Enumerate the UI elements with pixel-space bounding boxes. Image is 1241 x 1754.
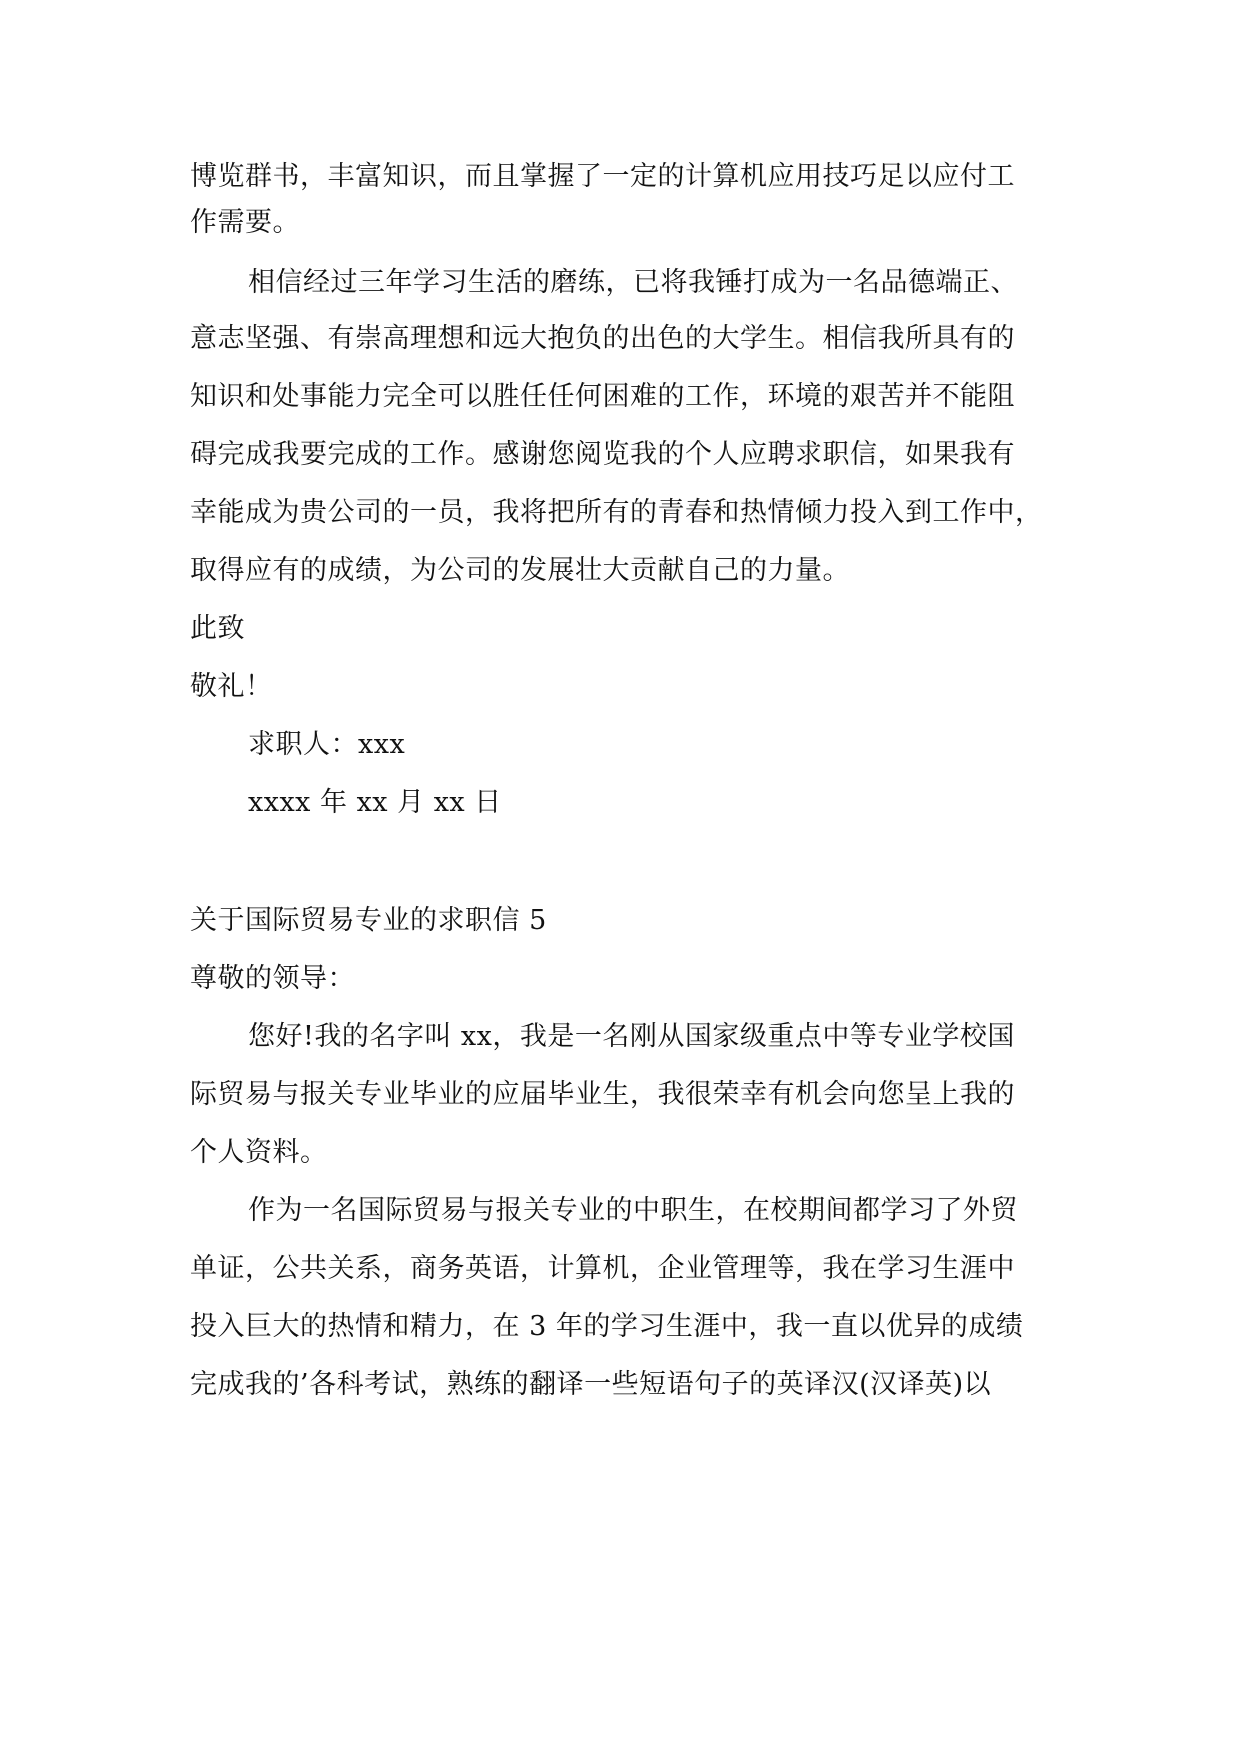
paragraph-line: 碍完成我要完成的工作。感谢您阅览我的个人应聘求职信，如果我有 <box>190 439 1015 470</box>
paragraph-line: 际贸易与报关专业毕业的应届毕业生，我很荣幸有机会向您呈上我的 <box>190 1079 1015 1110</box>
paragraph-line: 作为一名国际贸易与报关专业的中职生，在校期间都学习了外贸 <box>248 1195 1018 1226</box>
paragraph-line: 个人资料。 <box>190 1137 328 1168</box>
paragraph-line: 您好!我的名字叫 xx，我是一名刚从国家级重点中等专业学校国 <box>248 1021 1015 1052</box>
paragraph-line: 取得应有的成绩，为公司的发展壮大贡献自己的力量。 <box>190 555 850 586</box>
signature-name: 求职人：xxx <box>248 729 406 760</box>
paragraph-line: 博览群书，丰富知识，而且掌握了一定的计算机应用技巧足以应付工 <box>190 161 1015 192</box>
closing-regards: 敬礼！ <box>190 671 273 702</box>
closing-salutation: 此致 <box>190 613 245 644</box>
paragraph-line: 作需要。 <box>190 207 300 238</box>
paragraph-line: 相信经过三年学习生活的磨练，已将我锤打成为一名品德端正、 <box>248 267 1018 298</box>
paragraph-line: 知识和处事能力完全可以胜任任何困难的工作，环境的艰苦并不能阻 <box>190 381 1015 412</box>
paragraph-line: 幸能成为贵公司的一员，我将把所有的青春和热情倾力投入到工作中， <box>190 497 1043 528</box>
paragraph-line: 单证，公共关系，商务英语，计算机，企业管理等，我在学习生涯中 <box>190 1253 1015 1284</box>
section-title: 关于国际贸易专业的求职信 5 <box>190 905 547 936</box>
paragraph-line: 投入巨大的热情和精力，在 3 年的学习生涯中，我一直以优异的成绩 <box>190 1311 1024 1342</box>
letter-greeting: 尊敬的领导： <box>190 963 355 994</box>
paragraph-line: 完成我的’各科考试，熟练的翻译一些短语句子的英译汉(汉译英)以 <box>190 1369 992 1400</box>
paragraph-line: 意志坚强、有崇高理想和远大抱负的出色的大学生。相信我所具有的 <box>190 323 1015 354</box>
signature-date: xxxx 年 xx 月 xx 日 <box>248 787 502 818</box>
